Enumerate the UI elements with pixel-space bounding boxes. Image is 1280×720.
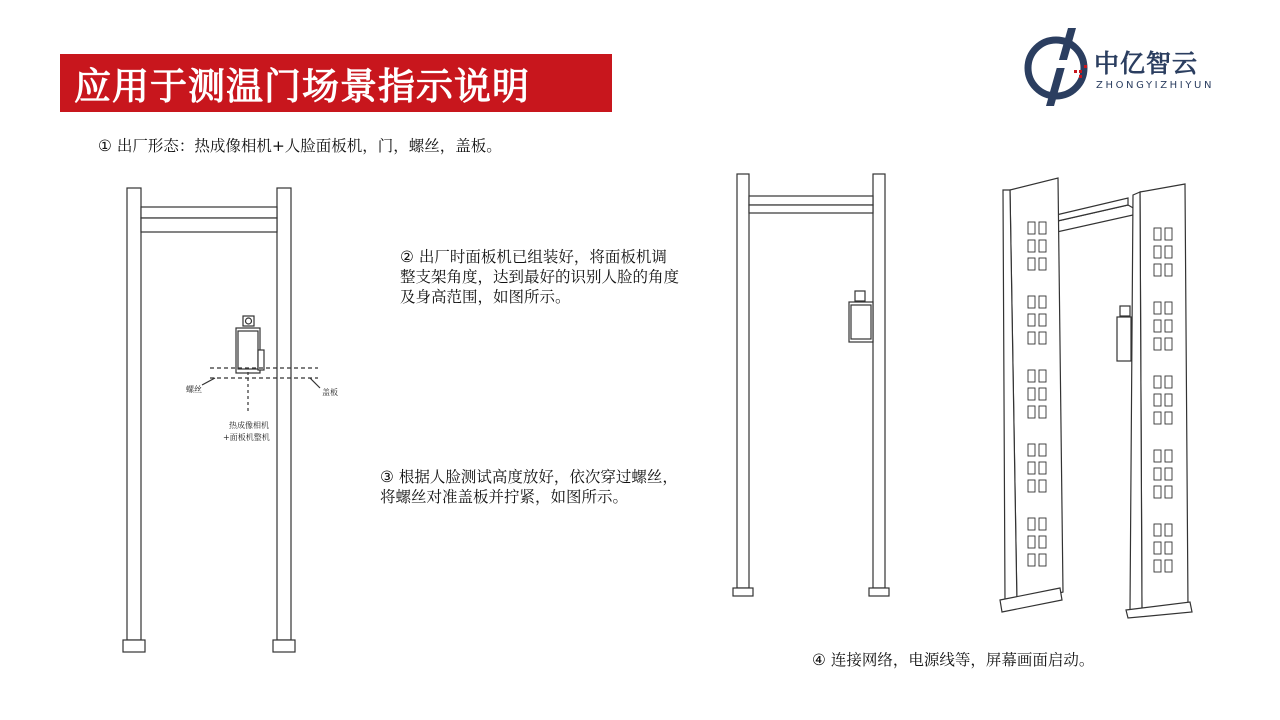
vent-slot (1154, 376, 1161, 388)
step-4-text: ④ 连接网络，电源线等，屏幕画面启动。 (812, 651, 1095, 669)
panel-device-2 (849, 291, 873, 342)
vent-slot (1028, 554, 1035, 566)
vent-slot (1028, 536, 1035, 548)
vent-slot (1165, 264, 1172, 276)
vent-slot (1165, 524, 1172, 536)
vent-slot (1154, 246, 1161, 258)
vent-slot (1165, 468, 1172, 480)
vent-slot (1154, 264, 1161, 276)
vent-slot (1039, 240, 1046, 252)
vent-slot (1028, 370, 1035, 382)
vent-slot (1028, 444, 1035, 456)
vent-slot (1154, 468, 1161, 480)
vent-slot (1028, 406, 1035, 418)
label-device-line1: 热成像相机 (229, 421, 269, 430)
vent-slot (1039, 536, 1046, 548)
vent-slot (1154, 394, 1161, 406)
vent-slot (1028, 388, 1035, 400)
step-3-text: ③ 根据人脸测试高度放好，依次穿过螺丝，将螺丝对准盖板并拧紧，如图所示。 (380, 468, 678, 506)
vent-slot (1165, 560, 1172, 572)
vent-slot (1165, 486, 1172, 498)
vent-slot (1165, 394, 1172, 406)
vent-slot (1039, 370, 1046, 382)
vent-slot (1165, 376, 1172, 388)
gate-figure-2 (733, 174, 889, 596)
vent-slot (1039, 296, 1046, 308)
vent-slot (1154, 412, 1161, 424)
vent-slot (1039, 314, 1046, 326)
vent-slot (1154, 560, 1161, 572)
step-1-text: ① 出厂形态：热成像相机+人脸面板机，门，螺丝，盖板。 (98, 137, 502, 155)
vent-slot (1165, 338, 1172, 350)
vent-slot (1165, 320, 1172, 332)
vent-slot (1028, 222, 1035, 234)
label-device-line2: +面板机整机 (223, 433, 270, 442)
vent-slot (1165, 302, 1172, 314)
panel-device (236, 316, 264, 373)
vent-slot (1165, 246, 1172, 258)
vent-slot (1165, 412, 1172, 424)
vent-slot (1039, 444, 1046, 456)
vent-slot (1154, 320, 1161, 332)
label-screw: 螺丝 (186, 385, 202, 394)
vent-slot (1154, 302, 1161, 314)
label-cover: 盖板 (322, 388, 338, 397)
vent-slot (1039, 388, 1046, 400)
vent-slot (1165, 450, 1172, 462)
vent-slot (1039, 480, 1046, 492)
vent-slot (1154, 450, 1161, 462)
vent-slot (1028, 296, 1035, 308)
vent-slot (1154, 228, 1161, 240)
vent-slot (1039, 258, 1046, 270)
logo-name-en: ZHONGYIZHIYUN (1096, 80, 1215, 91)
page-title: 应用于测温门场景指示说明 (74, 65, 530, 108)
vent-slot (1154, 542, 1161, 554)
vent-slot (1028, 462, 1035, 474)
step-2-text: ② 出厂时面板机已组装好，将面板机调整支架角度，达到最好的识别人脸的角度及身高范围，如图所示。 (400, 248, 680, 306)
vent-slot (1039, 462, 1046, 474)
gate-figure-1 (123, 188, 320, 652)
vent-slot (1039, 222, 1046, 234)
vent-slot (1028, 258, 1035, 270)
vent-slot (1154, 338, 1161, 350)
vent-slot (1028, 518, 1035, 530)
vent-slot (1039, 554, 1046, 566)
vent-slot (1028, 314, 1035, 326)
vent-slot (1039, 332, 1046, 344)
vent-slot (1039, 518, 1046, 530)
vent-slot (1165, 542, 1172, 554)
vent-slot (1165, 228, 1172, 240)
vent-slot (1039, 406, 1046, 418)
vent-slot (1028, 480, 1035, 492)
vent-slot (1028, 240, 1035, 252)
vent-slot (1028, 332, 1035, 344)
panel-device-3 (1117, 306, 1131, 361)
logo-name-cn: 中亿智云 (1094, 49, 1199, 78)
vent-slot (1154, 524, 1161, 536)
vent-slot (1154, 486, 1161, 498)
